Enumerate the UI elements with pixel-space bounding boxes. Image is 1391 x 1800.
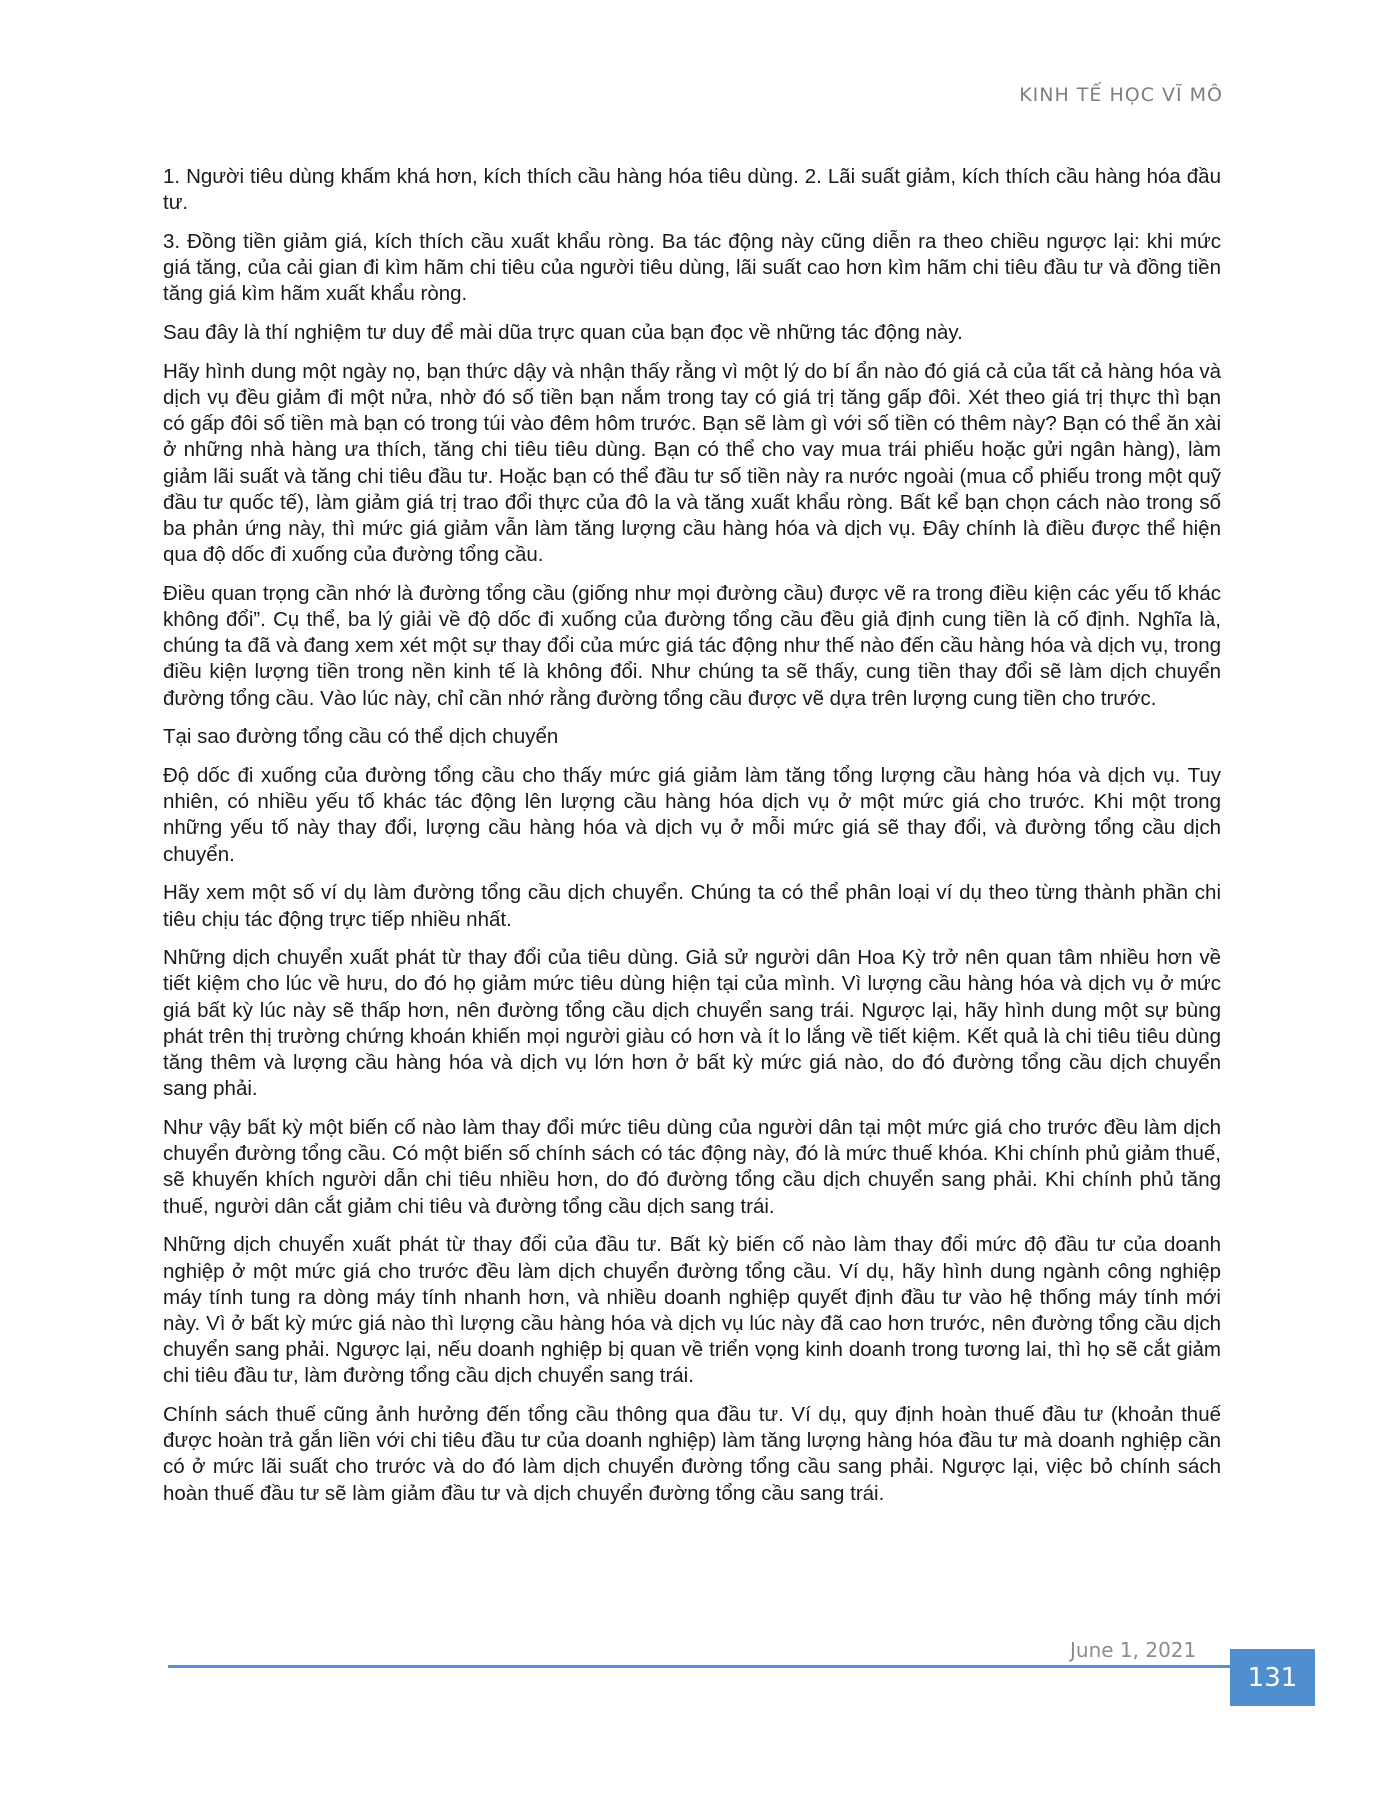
paragraph: Như vậy bất kỳ một biến cố nào làm thay đổi mức tiêu dùng của người dân tại một mức giá cho trước đều làm dịch chuyển đường tổng cầu. Có một biến số chính sách có tác động này, đó là mức thuế khóa. Khi chính phủ giảm thuế, sẽ khuyến khích người dẫn chi tiêu nhiều hơn, do đó đường tổng cầu dịch chuyển sang phải. Khi chính phủ tăng thuế, người dân cắt giảm chi tiêu và đường tổng cầu dịch sang trái.	[163, 1116, 1221, 1218]
paragraph: Chính sách thuế cũng ảnh hưởng đến tổng cầu thông qua đầu tư. Ví dụ, quy định hoàn thuế đầu tư (khoản thuế được hoàn trả gắn liền với chi tiêu đầu tư của doanh nghiệp) làm tăng lượng hàng hóa đầu tư mà doanh nghiệp cần có ở mức lãi suất cho trước và do đó làm dịch chuyển đường tổng cầu sang phải. Ngược lại, việc bỏ chính sách hoàn thuế đầu tư sẽ làm giảm đầu tư và dịch chuyển đường tổng cầu sang trái.	[163, 1403, 1221, 1505]
paragraph: 1. Người tiêu dùng khấm khá hơn, kích thích cầu hàng hóa tiêu dùng. 2. Lãi suất giảm, kích thích cầu hàng hóa đầu tư.	[163, 165, 1221, 215]
paragraph: Độ dốc đi xuống của đường tổng cầu cho thấy mức giá giảm làm tăng tổng lượng cầu hàng hóa và dịch vụ. Tuy nhiên, có nhiều yếu tố khác tác động lên lượng cầu hàng hóa dịch vụ ở một mức giá cho trước. Khi một trong những yếu tố này thay đổi, lượng cầu hàng hóa và dịch vụ ở mỗi mức giá sẽ thay đổi, và đường tổng cầu dịch chuyển.	[163, 764, 1221, 866]
paragraph: Những dịch chuyển xuất phát từ thay đổi của tiêu dùng. Giả sử người dân Hoa Kỳ trở nên quan tâm nhiều hơn về tiết kiệm cho lúc về hưu, do đó họ giảm mức tiêu dùng hiện tại của mình. Vì lượng cầu hàng hóa và dịch vụ ở mức giá bất kỳ lúc này sẽ thấp hơn, nên đường tổng cầu dịch chuyển sang trái. Ngược lại, hãy hình dung một sự bùng phát trên thị trường chứng khoán khiến mọi người giàu có hơn và ít lo lắng về tiết kiệm. Kết quả là chi tiêu tiêu dùng tăng thêm và lượng cầu hàng hóa và dịch vụ lớn hơn ở bất kỳ mức giá nào, do đó đường tổng cầu dịch chuyển sang phải.	[163, 946, 1221, 1101]
page-number: 131	[1247, 1662, 1298, 1693]
paragraph: 3. Đồng tiền giảm giá, kích thích cầu xuất khẩu ròng. Ba tác động này cũng diễn ra theo chiều ngược lại: khi mức giá tăng, của cải gian đi kìm hãm chi tiêu của người tiêu dùng, lãi suất cao hơn kìm hãm chi tiêu đầu tư và đồng tiền tăng giá kìm hãm xuất khẩu ròng.	[163, 229, 1221, 306]
paragraph: Sau đây là thí nghiệm tư duy để mài dũa trực quan của bạn đọc về những tác động này.	[163, 321, 963, 345]
section-heading: Tại sao đường tổng cầu có thể dịch chuyển	[163, 725, 559, 749]
page-body	[163, 164, 1221, 1519]
paragraph: Hãy hình dung một ngày nọ, bạn thức dậy và nhận thấy rằng vì một lý do bí ẩn nào đó giá cả của tất cả hàng hóa và dịch vụ đều giảm đi một nửa, nhờ đó số tiền bạn nắm trong tay có giá trị tăng gấp đôi. Xét theo giá trị thực thì bạn có gấp đôi số tiền mà bạn có trong túi vào đêm hôm trước. Bạn sẽ làm gì với số tiền có thêm này? Bạn có thể ăn xài ở những nhà hàng ưa thích, tăng chi tiêu tiêu dùng. Bạn có thể cho vay mua trái phiếu hoặc gửi ngân hàng), làm giảm lãi suất và tăng chi tiêu đầu tư. Hoặc bạn có thể đầu tư số tiền này ra nước ngoài (mua cổ phiếu trong một quỹ đầu tư quốc tế), làm giảm giá trị trao đổi thực của đô la và tăng xuất khẩu ròng. Bất kể bạn chọn cách nào trong số ba phản ứng này, thì mức giá giảm vẫn làm tăng lượng cầu hàng hóa và dịch vụ. Đây chính là điều được thể hiện qua độ dốc đi xuống của đường tổng cầu.	[163, 359, 1221, 567]
running-header: KINH TẾ HỌC VĨ MÔ	[1019, 84, 1223, 106]
page-number-badge	[1230, 1649, 1315, 1706]
footer-date: June 1, 2021	[1070, 1638, 1197, 1662]
paragraph: Điều quan trọng cần nhớ là đường tổng cầu (giống như mọi đường cầu) được vẽ ra trong điều kiện các yếu tố khác không đổi”. Cụ thể, ba lý giải về độ dốc đi xuống của đường tổng cầu đều giả định cung tiền là cố định. Nghĩa là, chúng ta đã và đang xem xét một sự thay đổi của mức giá tác động như thế nào đến cầu hàng hóa và dịch vụ, trong điều kiện lượng tiền trong nền kinh tế là không đổi. Như chúng ta sẽ thấy, cung tiền thay đổi sẽ làm dịch chuyển đường tổng cầu. Vào lúc này, chỉ cần nhớ rằng đường tổng cầu được vẽ dựa trên lượng cung tiền cho trước.	[163, 581, 1221, 710]
footer-divider	[168, 1665, 1233, 1668]
paragraph: Những dịch chuyển xuất phát từ thay đổi của đầu tư. Bất kỳ biến cố nào làm thay đổi mức độ đầu tư của doanh nghiệp ở một mức giá cho trước đều làm dịch chuyển đường tổng cầu. Ví dụ, hãy hình dung ngành công nghiệp máy tính tung ra dòng máy tính nhanh hơn, và nhiều doanh nghiệp quyết định đầu tư vào hệ thống máy tính mới này. Vì ở bất kỳ mức giá nào thì lượng cầu hàng hóa và dịch vụ lúc này đã cao hơn trước, nên đường tổng cầu dịch chuyển sang phải. Ngược lại, nếu doanh nghiệp bị quan về triển vọng kinh doanh trong tương lai, thì họ sẽ cắt giảm chi tiêu đầu tư, làm đường tổng cầu dịch chuyển sang trái.	[163, 1233, 1221, 1388]
paragraph: Hãy xem một số ví dụ làm đường tổng cầu dịch chuyển. Chúng ta có thể phân loại ví dụ theo từng thành phần chi tiêu chịu tác động trực tiếp nhiều nhất.	[163, 881, 1221, 931]
